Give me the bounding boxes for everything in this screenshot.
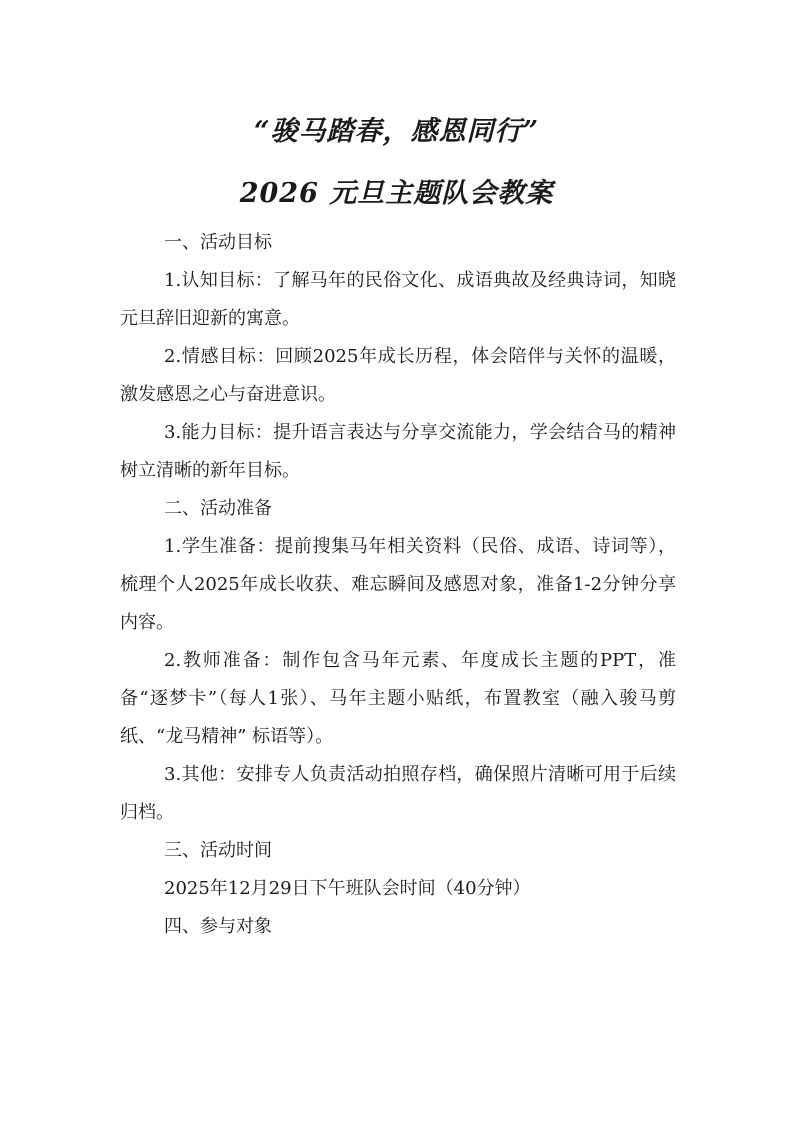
objective-emotional: 2.情感目标：回顾2025年成长历程，体会陪伴与关怀的温暖，激发感恩之心与奋进意识。 [120, 346, 676, 405]
section-heading-time: 三、活动时间 [164, 840, 272, 861]
document-title-line1: “骏马踏春，感恩同行” [253, 116, 540, 147]
preparation-teacher: 2.教师准备：制作包含马年元素、年度成长主题的PPT，准备“逐梦卡”（每人1张）、马年主题小贴纸，布置教室（融入骏马剪纸、“龙马精神” 标语等）。 [120, 650, 676, 747]
preparation-students: 1.学生准备：提前搜集马年相关资料（民俗、成语、诗词等），梳理个人2025年成长收获、难忘瞬间及感恩对象，准备1-2分钟分享内容。 [120, 536, 676, 633]
document-body [120, 224, 676, 946]
section-heading-preparation: 二、活动准备 [164, 498, 272, 519]
activity-time: 2025年12月29日下午班队会时间（40分钟） [164, 878, 531, 899]
objective-ability: 3.能力目标：提升语言表达与分享交流能力，学会结合马的精神树立清晰的新年目标。 [120, 422, 676, 481]
section-heading-participants: 四、参与对象 [164, 916, 272, 937]
objective-cognitive: 1.认知目标：了解马年的民俗文化、成语典故及经典诗词，知晓元旦辞旧迎新的寓意。 [120, 270, 676, 329]
document-title-line2: 2026 元旦主题队会教案 [239, 178, 554, 209]
section-heading-objectives: 一、活动目标 [164, 232, 272, 253]
preparation-other: 3.其他：安排专人负责活动拍照存档，确保照片清晰可用于后续归档。 [120, 764, 676, 823]
